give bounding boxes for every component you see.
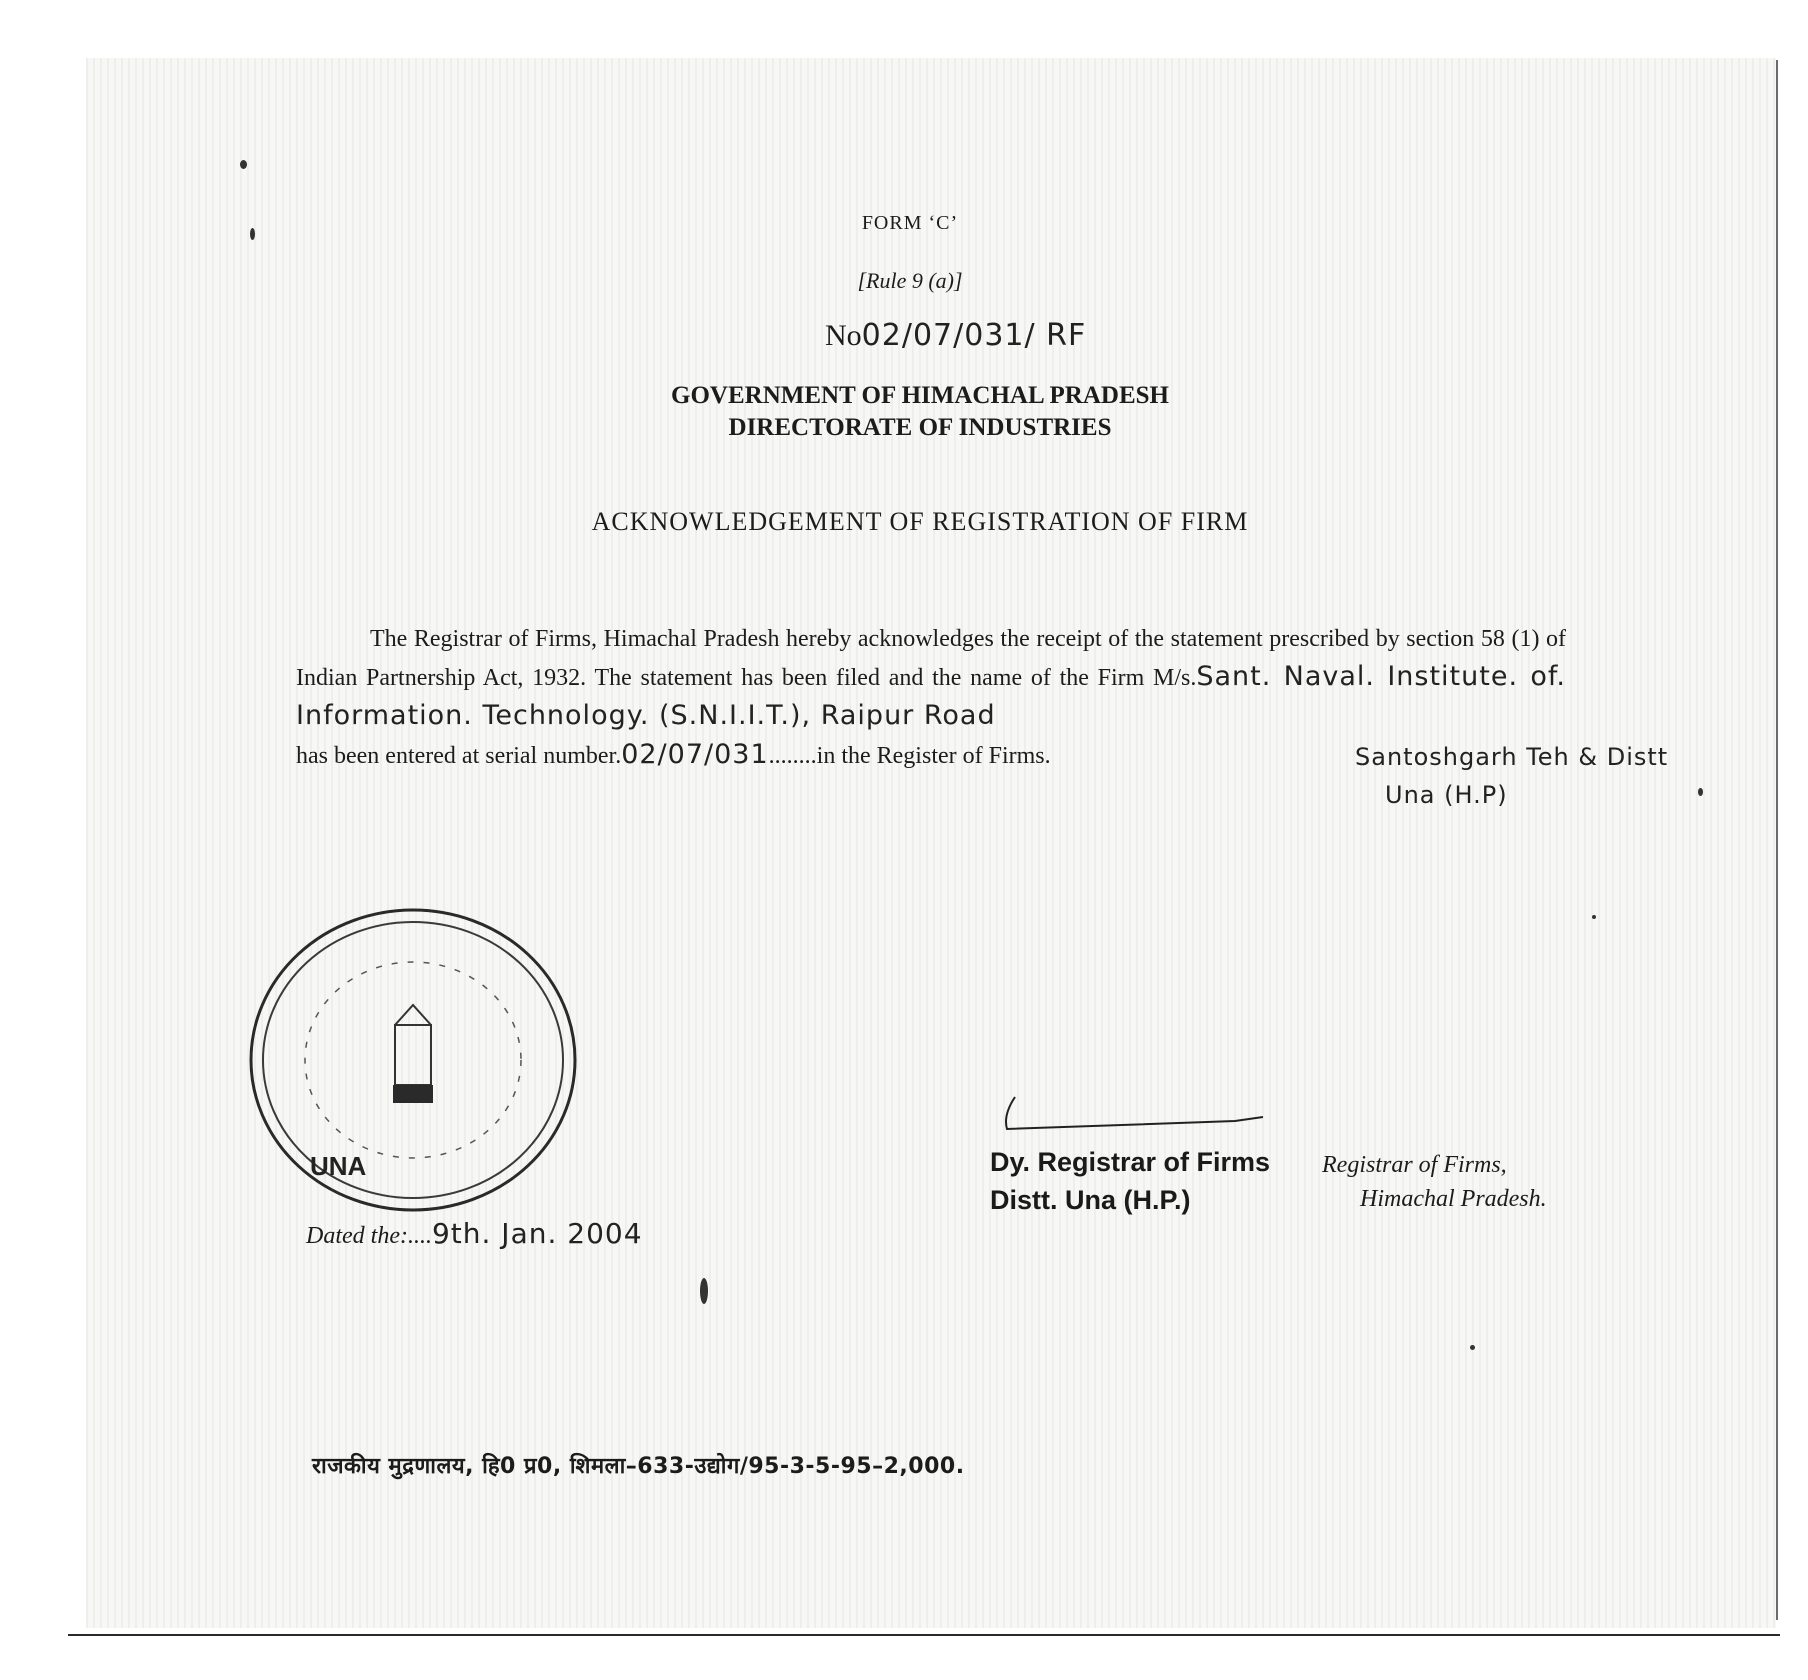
page-edge-shadow: [1776, 60, 1778, 1620]
bottom-rule: [68, 1634, 1780, 1636]
scan-speck: [1592, 915, 1596, 919]
registrar-block: [1322, 1148, 1547, 1216]
government-name: GOVERNMENT OF HIMACHAL PRADESH: [671, 382, 1169, 409]
document-title: ACKNOWLEDGEMENT OF REGISTRATION OF FIRM: [591, 507, 1249, 536]
firm-address: [1355, 738, 1668, 814]
scan-speck: [1470, 1345, 1475, 1350]
paragraph-text-1: The Registrar of Firms, Himachal Pradesh hereby acknowledges the receipt of the statement prescribed by section 58 (1) of Indian Partnership Act, 1932. The statement has been filed and the name of the Firm M/s.: [296, 626, 1566, 691]
serial-number: 02/07/031: [621, 739, 769, 770]
reference-number-prefix: No: [825, 319, 862, 352]
firm-address-line1: Santoshgarh Teh & Distt: [1355, 743, 1669, 771]
scan-speck: [250, 228, 255, 240]
date-value: 9th. Jan. 2004: [431, 1217, 643, 1250]
seal-text: UNA: [310, 1151, 367, 1181]
signature-graphic: [985, 1095, 1275, 1135]
firm-address-line2: Una (H.P): [1385, 781, 1508, 809]
firm-name: Sant. Naval. Institute. of. Information. Technology. (S.N.I.I.T.), Raipur Road: [296, 661, 1566, 731]
rule-reference: [Rule 9 (a)]: [857, 268, 963, 293]
deputy-registrar-block: [990, 1143, 1270, 1219]
printer-imprint: राजकीय मुद्रणालय, हि0 प्र0, शिमला–633-उद्योग/95-3-5-95–2,000.: [312, 1454, 965, 1479]
scan-speck: [240, 160, 247, 169]
paragraph-text-2: has been entered at serial number.: [296, 743, 622, 769]
reference-number: [760, 318, 1225, 353]
scan-speck: [1698, 788, 1703, 796]
directorate-name: DIRECTORATE OF INDUSTRIES: [728, 414, 1112, 441]
date-line: [306, 1217, 643, 1250]
date-label: Dated the:....: [306, 1223, 432, 1249]
reference-number-value: 02/07/031/ RF: [861, 318, 1087, 353]
signature-mark: [985, 1095, 1275, 1135]
government-heading: [520, 380, 1320, 444]
registrar-state: Himachal Pradesh.: [1360, 1186, 1547, 1212]
official-seal: [245, 900, 585, 1230]
scan-speck: [700, 1278, 708, 1304]
deputy-registrar-title: Dy. Registrar of Firms: [990, 1147, 1271, 1177]
registrar-title: Registrar of Firms,: [1322, 1152, 1507, 1178]
deputy-registrar-district: Distt. Una (H.P.): [990, 1185, 1191, 1215]
paragraph-text-3: ........in the Register of Firms.: [768, 743, 1051, 769]
seal-graphic: [245, 900, 585, 1230]
form-label: FORM ‘C’: [861, 212, 959, 234]
